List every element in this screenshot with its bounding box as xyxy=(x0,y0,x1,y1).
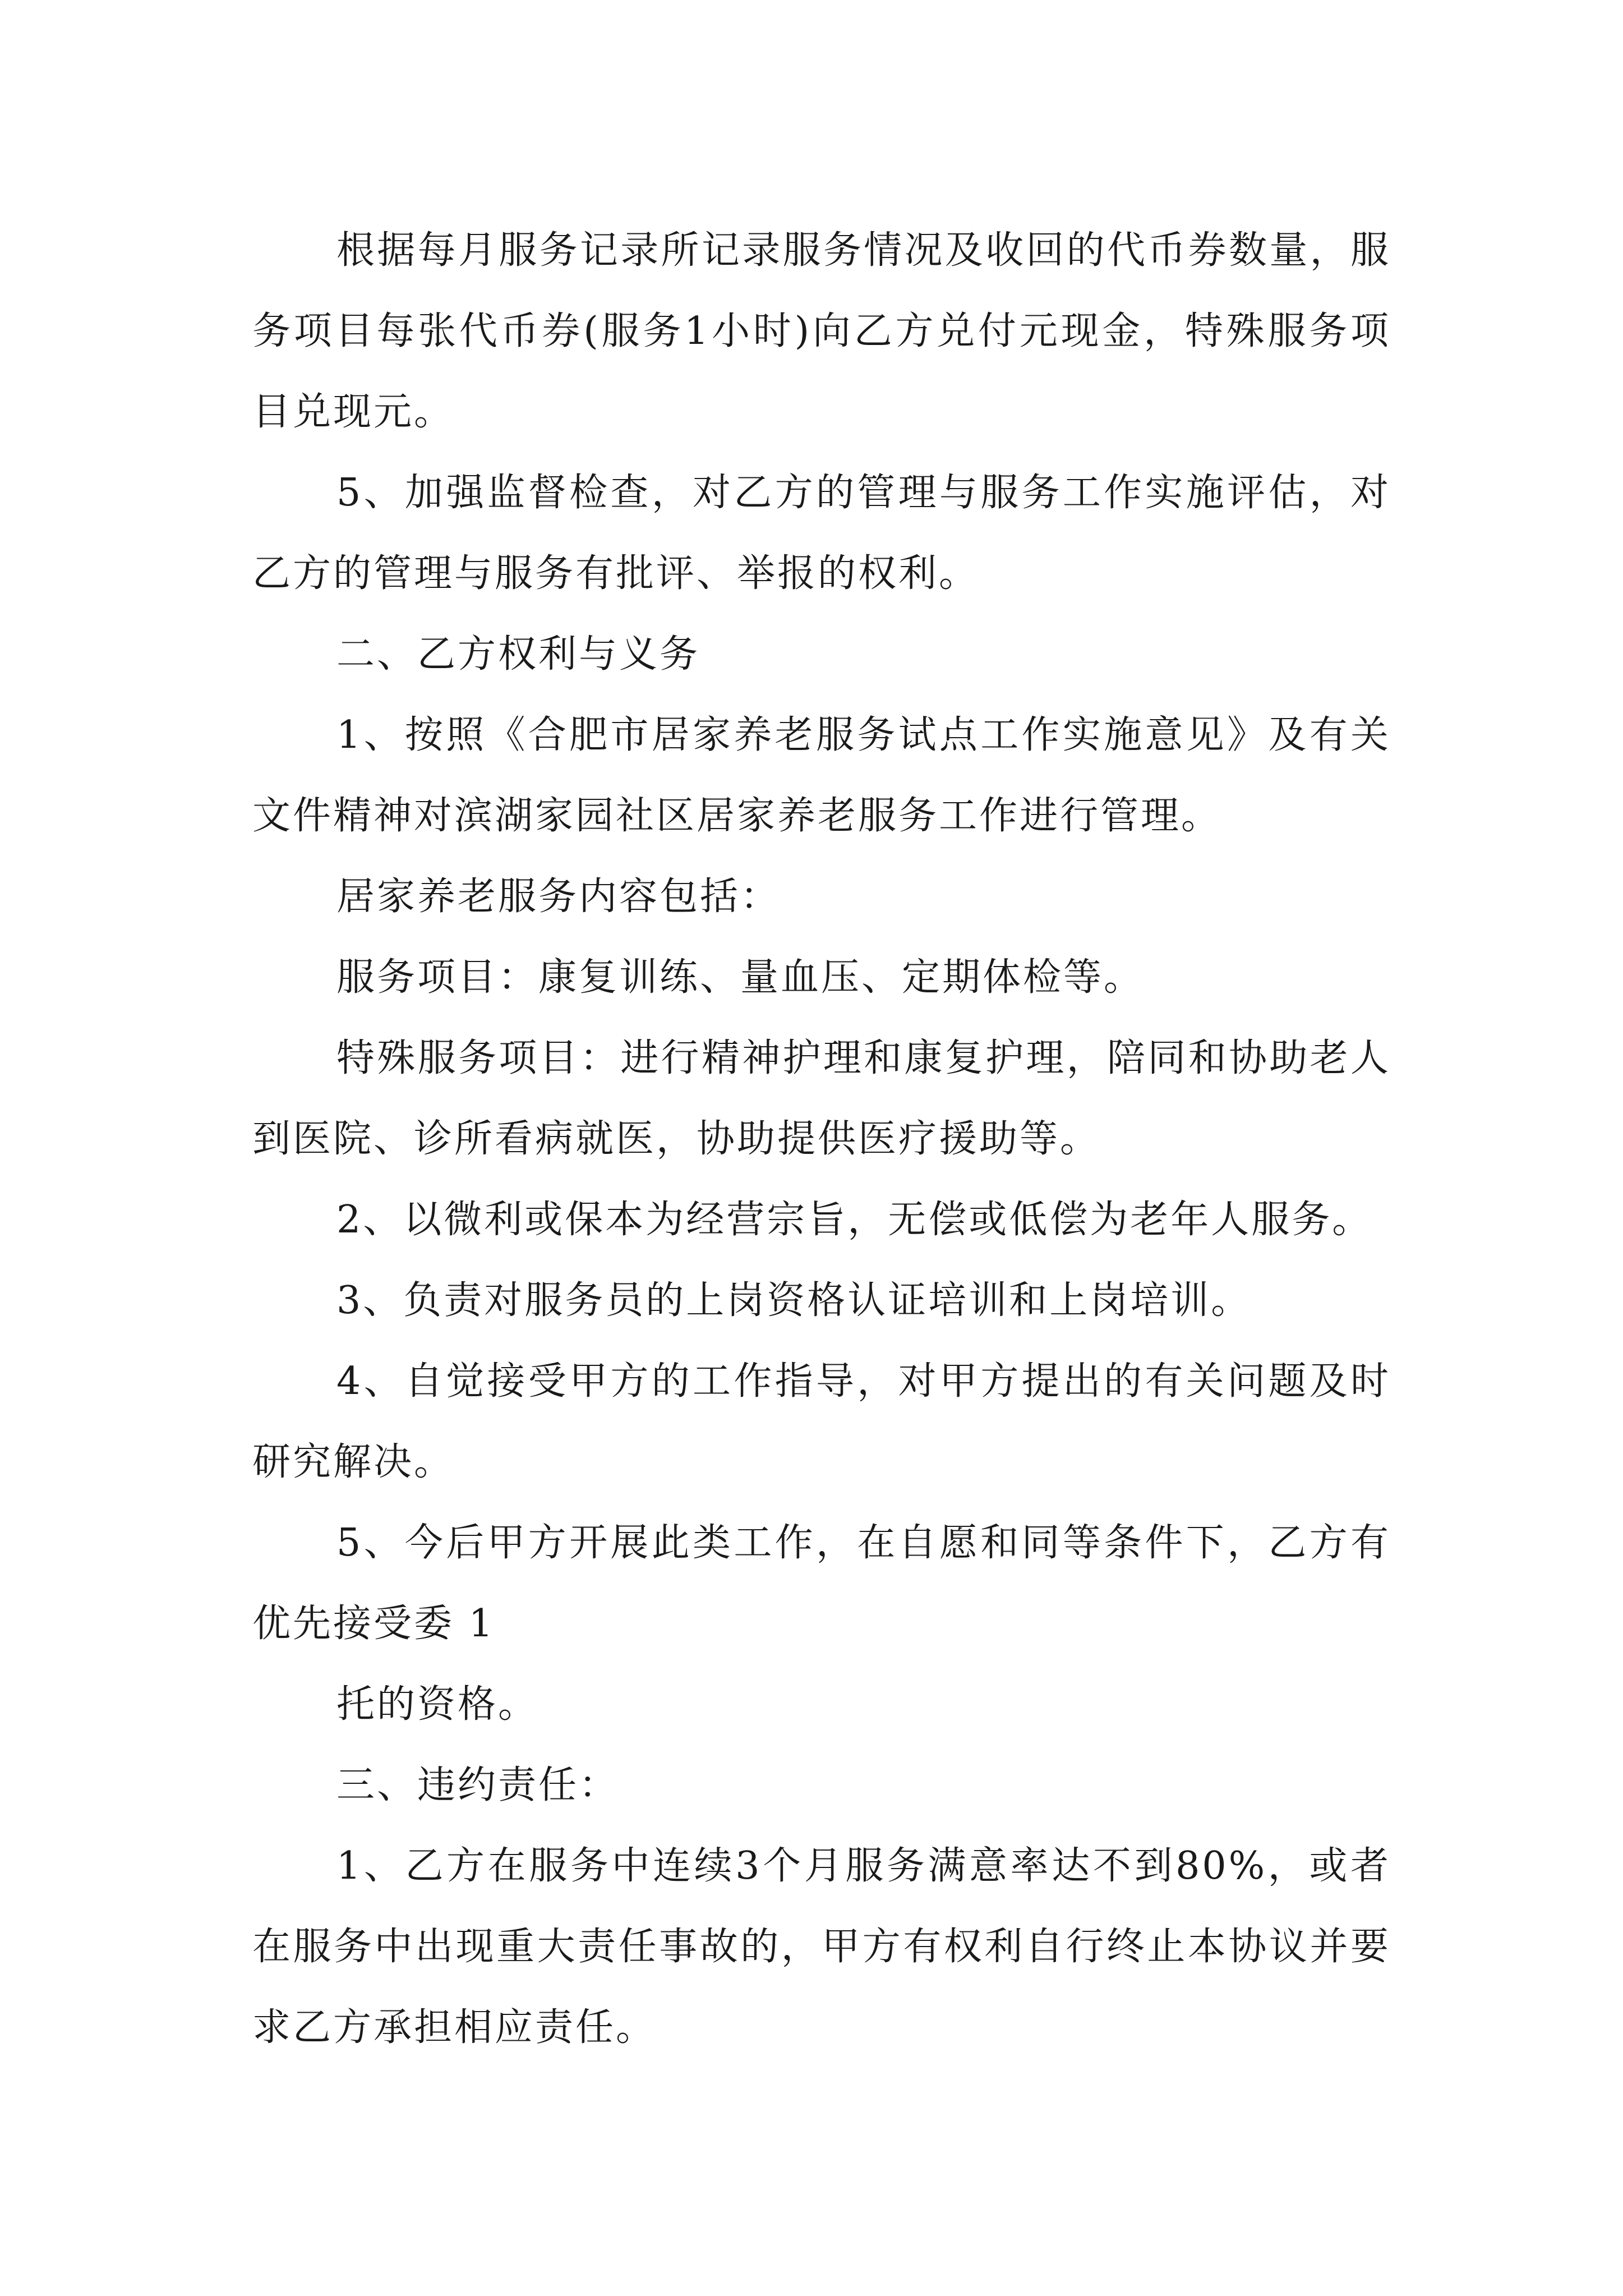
paragraph-service-items: 服务项目：康复训练、量血压、定期体检等。 xyxy=(336,955,1145,1000)
paragraph-special-service-items: 特殊服务项目：进行精神护理和康复护理，陪同和协助老人到医院、诊所看病就医，协助提供医疗援助等。 xyxy=(252,1036,1391,1161)
paragraph-payment-terms: 根据每月服务记录所记录服务情况及收回的代币券数量，服务项目每张代币券(服务1小时)向乙方兑付元现金，特殊服务项目兑现元。 xyxy=(252,228,1391,434)
paragraph-priority: 5、今后甲方开展此类工作，在自愿和同等条件下，乙方有优先接受委 1 xyxy=(252,1521,1391,1646)
paragraph-supervision: 5、加强监督检查，对乙方的管理与服务工作实施评估，对乙方的管理与服务有批评、举报的权利。 xyxy=(252,471,1391,596)
section-heading-liability: 三、违约责任： xyxy=(336,1763,620,1807)
paragraph-guidance: 4、自觉接受甲方的工作指导，对甲方提出的有关问题及时研究解决。 xyxy=(252,1359,1391,1484)
paragraph-priority-continued: 托的资格。 xyxy=(336,1682,539,1727)
paragraph-management: 1、按照《合肥市居家养老服务试点工作实施意见》及有关文件精神对滨湖家园社区居家养老服务工作进行管理。 xyxy=(252,713,1391,838)
paragraph-training: 3、负责对服务员的上岗资格认证培训和上岗培训。 xyxy=(336,1278,1252,1323)
paragraph-service-content: 居家养老服务内容包括： xyxy=(336,875,781,919)
paragraph-business-purpose: 2、以微利或保本为经营宗旨，无偿或低偿为老年人服务。 xyxy=(336,1198,1373,1242)
document-body xyxy=(252,210,1391,2068)
paragraph-termination: 1、乙方在服务中连续3个月服务满意率达不到80%，或者在服务中出现重大责任事故的，甲方有权利自行终止本协议并要求乙方承担相应责任。 xyxy=(252,1844,1391,2050)
section-heading-party-b: 二、乙方权利与义务 xyxy=(336,632,700,677)
